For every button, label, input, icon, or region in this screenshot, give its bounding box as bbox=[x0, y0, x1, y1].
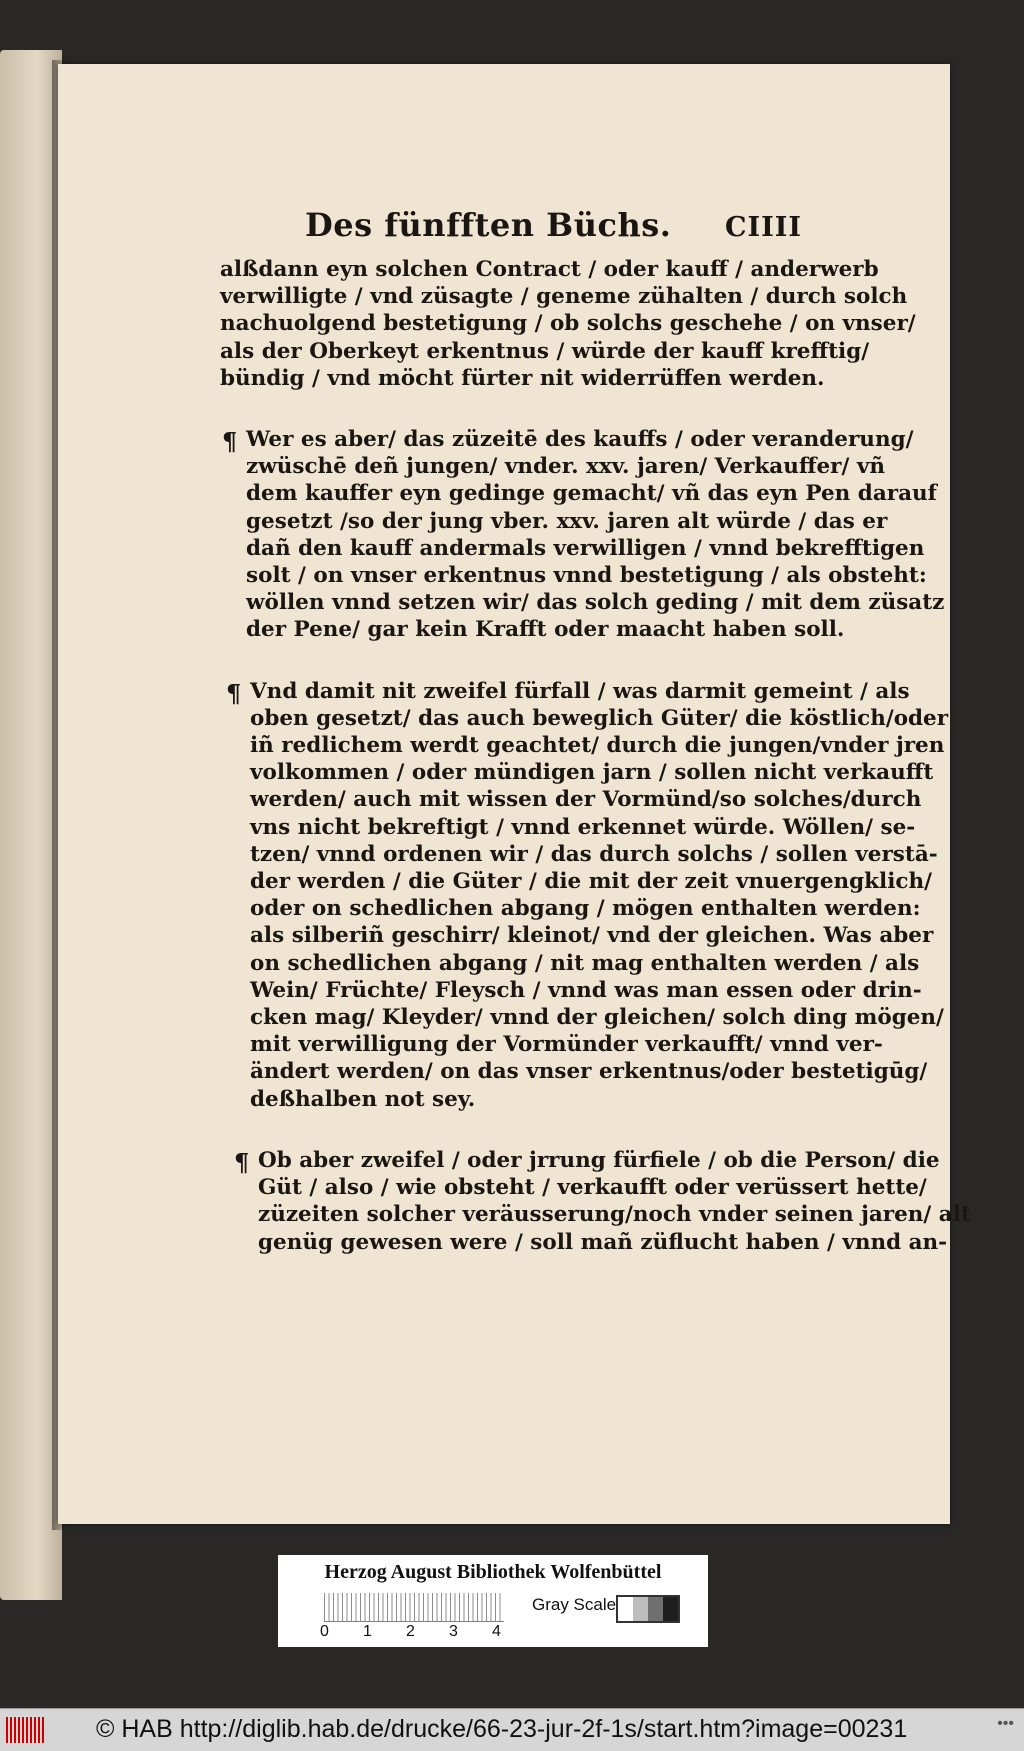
pilcrow-icon: ¶ bbox=[234, 1147, 250, 1177]
text-line: wöllen vnnd setzen wir/ das solch geding / mit dem züsatz bbox=[246, 590, 945, 616]
text-line: dañ den kauff andermals verwilligen / vnnd bekrefftigen bbox=[246, 535, 925, 561]
text-line: werden/ auch mit wissen der Vormünd/so solches/durch bbox=[250, 787, 922, 813]
text-line: als silberiñ geschirr/ kleinot/ vnd der gleichen. Was aber bbox=[250, 923, 934, 949]
text-line: iñ redlichem werdt geachtet/ durch die jungen/vnder jren bbox=[250, 733, 945, 759]
text-line: tzen/ vnnd ordenen wir / das durch solchs / sollen verstā- bbox=[250, 841, 938, 867]
footer-bar bbox=[0, 1708, 1024, 1751]
gray-scale-label: Gray Scale bbox=[532, 1595, 617, 1614]
text-line: oder on schedlichen abgang / mögen enthalten werden: bbox=[250, 896, 921, 922]
paragraph bbox=[226, 678, 949, 1113]
gray-step bbox=[618, 1597, 633, 1621]
text-line: alßdann eyn solchen Contract / oder kauff / anderwerb bbox=[220, 257, 879, 282]
text-line: mit verwilligung der Vormünder verkaufft/ vnnd ver- bbox=[250, 1032, 883, 1058]
text-line: on schedlichen abgang / nit mag enthalten werden / als bbox=[250, 950, 920, 976]
color-ruler bbox=[278, 1555, 708, 1647]
text-line: Vnd damit nit zweifel fürfall / was darmit gemeint / als bbox=[250, 678, 910, 704]
running-title: Des fünfften Büchs. bbox=[305, 206, 672, 244]
paragraph bbox=[222, 426, 945, 644]
text-line: cken mag/ Kleyder/ vnnd der gleichen/ solch ding mögen/ bbox=[250, 1005, 944, 1031]
ruler-scale bbox=[324, 1593, 504, 1622]
folio-number: CIIII bbox=[724, 212, 802, 243]
footer-url[interactable]: © HAB http://diglib.hab.de/drucke/66-23-jur-2f-1s/start.htm?image=00231 bbox=[96, 1715, 908, 1743]
text-line: Wein/ Früchte/ Fleysch / vnnd was man essen oder drin- bbox=[250, 977, 922, 1003]
text-line: Güt / also / wie obsteht / verkaufft oder verüssert hette/ bbox=[258, 1175, 927, 1201]
ruler-number: 1 bbox=[363, 1623, 372, 1640]
text-line: züzeiten solcher veräusserung/noch vnder seinen jaren/ alt bbox=[258, 1202, 971, 1228]
text-line: volkommen / oder mündigen jarn / sollen nicht verkaufft bbox=[250, 760, 934, 786]
text-line: solt / on vnser erkentnus vnnd bestetigung / als obsteht: bbox=[246, 563, 927, 589]
text-line: deßhalben not sey. bbox=[250, 1086, 476, 1112]
paragraph bbox=[220, 256, 916, 392]
text-line: gesetzt /so der jung vber. xxv. jaren alt würde / das er bbox=[246, 508, 888, 534]
gray-step bbox=[663, 1597, 678, 1621]
hab-logo-icon bbox=[6, 1717, 44, 1743]
ruler-number: 2 bbox=[406, 1623, 415, 1640]
ruler-title: Herzog August Bibliothek Wolfenbüttel bbox=[324, 1561, 662, 1583]
gray-step bbox=[633, 1597, 648, 1621]
pilcrow-icon: ¶ bbox=[222, 427, 238, 457]
running-head bbox=[212, 204, 800, 256]
text-line: Wer es aber/ das züzeitē des kauffs / oder veranderung/ bbox=[246, 427, 914, 453]
text-line: dem kauffer eyn gedinge gemacht/ vñ das eyn Pen darauf bbox=[246, 481, 937, 507]
paragraphs bbox=[140, 256, 971, 1256]
text-line: vns nicht bekreftigt / vnnd erkennet würde. Wöllen/ se- bbox=[250, 814, 916, 840]
text-line: verwilligte / vnd züsagte / geneme zühalten / durch solch bbox=[220, 284, 908, 310]
gray-scale-bar bbox=[616, 1595, 680, 1623]
text-line: als der Oberkeyt erkentnus / würde der kauff krefftig/ bbox=[220, 338, 870, 364]
pilcrow-icon: ¶ bbox=[226, 678, 242, 708]
text-line: nachuolgend bestetigung / ob solchs geschehe / on vnser/ bbox=[220, 311, 916, 337]
paragraph bbox=[234, 1147, 971, 1256]
text-line: bündig / vnd möcht fürter nit widerrüffen werden. bbox=[220, 365, 825, 391]
text-line: der werden / die Güter / die mit der zeit vnuergengklich/ bbox=[250, 869, 932, 895]
ruler-number: 3 bbox=[449, 1623, 458, 1640]
text-line: ändert werden/ on das vnser erkentnus/oder bestetigūg/ bbox=[250, 1059, 928, 1085]
gray-step bbox=[648, 1597, 663, 1621]
text-line: Ob aber zweifel / oder jrrung fürfiele / ob die Person/ die bbox=[258, 1147, 940, 1173]
ruler-number: 4 bbox=[492, 1623, 501, 1640]
more-icon[interactable]: ••• bbox=[997, 1715, 1014, 1732]
page-text bbox=[140, 204, 971, 1290]
text-line: genüg gewesen were / soll mañ züflucht haben / vnnd an- bbox=[258, 1229, 948, 1255]
text-line: oben gesetzt/ das auch beweglich Güter/ die köstlich/oder bbox=[250, 705, 949, 731]
text-line: zwüschē deñ jungen/ vnder. xxv. jaren/ Verkauffer/ vñ bbox=[246, 454, 885, 480]
book-page bbox=[58, 64, 971, 1524]
ruler-number: 0 bbox=[320, 1623, 329, 1640]
text-line: der Pene/ gar kein Krafft oder maacht haben soll. bbox=[246, 617, 845, 643]
